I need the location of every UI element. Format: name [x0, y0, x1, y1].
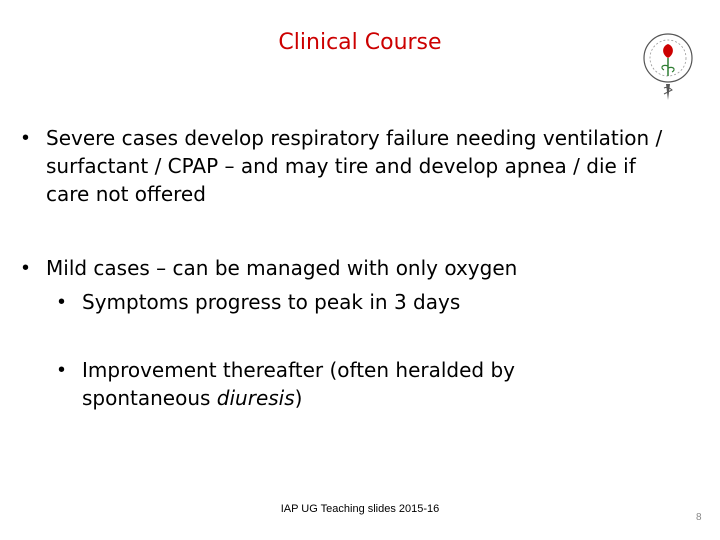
page-number: 8: [696, 512, 702, 523]
slide-title: Clinical Course: [278, 30, 442, 55]
bullet-glyph: •: [22, 257, 30, 279]
sub-bullet-text-italic: diuresis: [216, 386, 295, 410]
sub-bullet-text-post: ): [294, 386, 303, 410]
sub-bullet-item: [58, 356, 678, 412]
bullet-item: [22, 124, 682, 208]
bullet-item: [22, 254, 682, 282]
bullet-glyph: •: [58, 291, 66, 313]
sub-bullet-text: Symptoms progress to peak in 3 days: [82, 290, 461, 314]
bullet-text: Severe cases develop respiratory failure needing ventilation / surfactant / CPAP – and may tire and develop apnea / die if care not offered: [46, 126, 663, 206]
footer-text: IAP UG Teaching slides 2015-16: [280, 503, 440, 515]
sub-bullet-text: [82, 356, 642, 412]
bullet-text: Mild cases – can be managed with only oxygen: [46, 256, 518, 280]
bullet-glyph: •: [22, 127, 30, 149]
sub-bullet-item: [58, 288, 678, 316]
bullet-glyph: •: [58, 359, 66, 381]
sub-bullet-text-pre: Improvement thereafter (often heralded by spontaneous: [82, 358, 515, 410]
iap-seal-icon: [640, 28, 696, 104]
